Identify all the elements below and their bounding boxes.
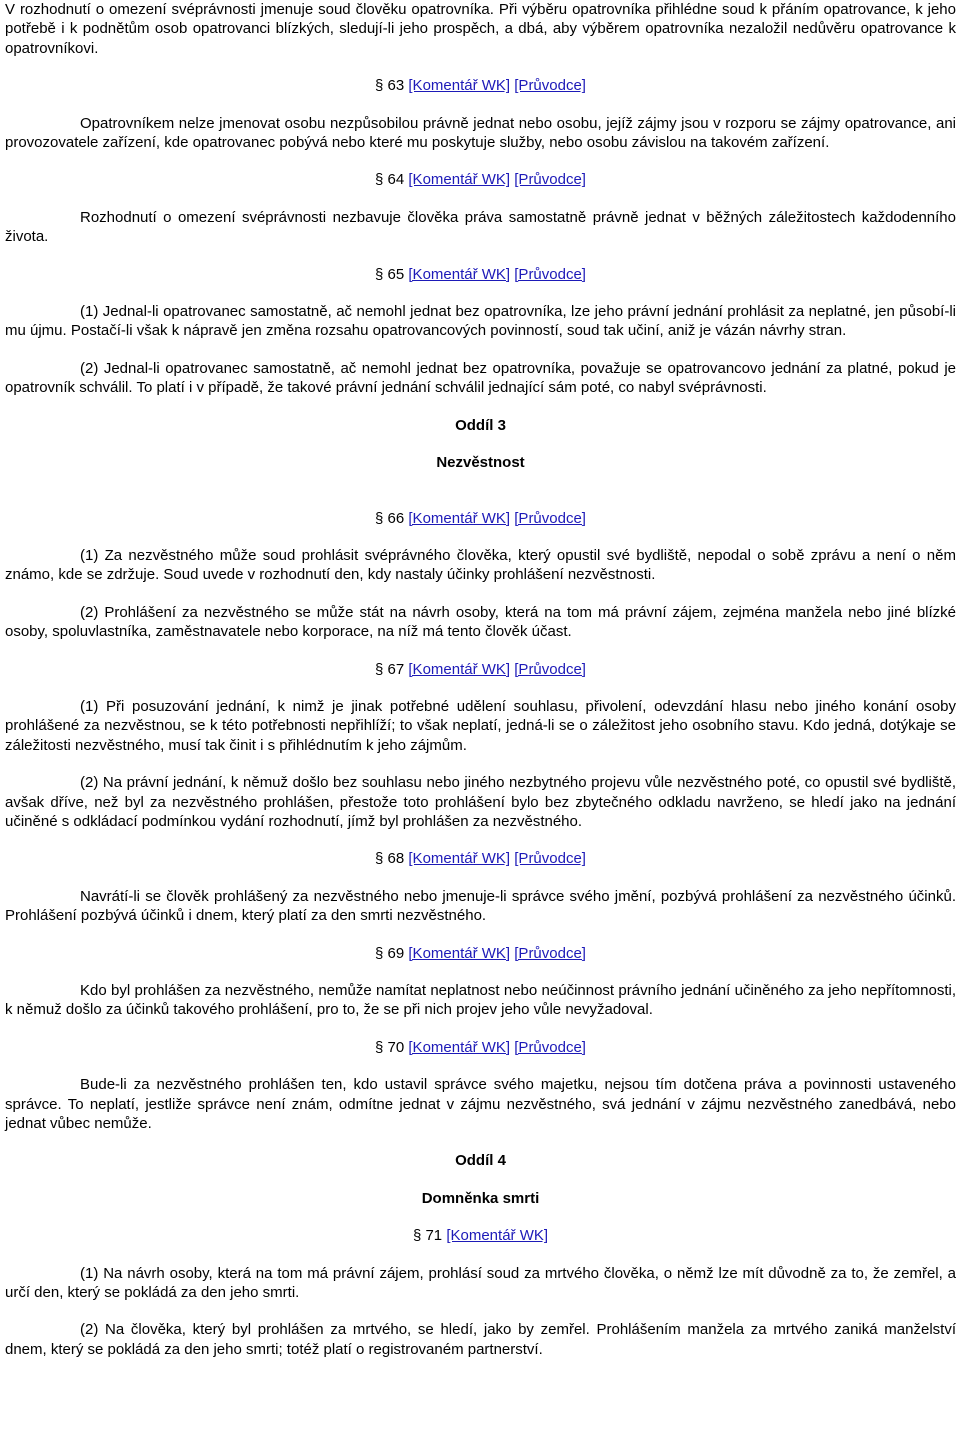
section-label: § 64 [375,171,405,189]
section-65-paragraph-1: (1) Jednal-li opatrovanec samostatně, ač nemohl jednat bez opatrovníka, lze jeho právní jednání prohlásit za neplatné, jen působí-li mu újmu. Postačí-li však k nápravě jen změna rozsahu opatrovancových povinností, soud tak učiní, aniž je vázán návrhy stran. [5,303,956,340]
section-64-heading [5,170,956,189]
section-71-paragraph-2: (2) Na člověka, který byl prohlášen za mrtvého, se hledí, jako by zemřel. Prohlášením manžela za mrtvého zaniká manželství dnem, který se pokládá za den jeho smrti; totéž platí o registrovaném partnerství. [5,1321,956,1358]
guide-link[interactable]: [Průvodce] [514,944,586,962]
division-3-title: Oddíl 3 [455,416,506,434]
section-label: § 69 [375,944,405,962]
guide-link[interactable]: [Průvodce] [514,850,586,868]
guide-link[interactable]: [Průvodce] [514,171,586,189]
section-69-paragraph: Kdo byl prohlášen za nezvěstného, nemůže namítat neplatnost nebo neúčinnost právního jednání učiněného za jeho nepřítomnosti, k němuž došlo za účinků takového prohlášení, pro to, že se při nich projev jeho vůle nevyžadoval. [5,982,956,1019]
comment-link[interactable]: [Komentář WK] [408,660,511,678]
section-70-paragraph: Bude-li za nezvěstného prohlášen ten, kdo ustavil správce svého majetku, nejsou tím dotčena práva a povinnosti ustaveného správce. To neplatí, jestliže správce není znám, odmítne jednat v zájmu nezvěstného, svá jednání v zájmu nezvěstného zanedbává, nebo jednat vůbec nemůže. [5,1076,956,1133]
comment-link[interactable]: [Komentář WK] [408,265,511,283]
division-4-title: Oddíl 4 [455,1152,506,1170]
division-4-subtitle: Domněnka smrti [421,1189,540,1207]
section-63-paragraph: Opatrovníkem nelze jmenovat osobu nezpůsobilou právně jednat nebo osobu, jejíž zájmy jsou v rozporu se zájmy opatrovance, ani provozovatele zařízení, kde opatrovanec pobývá nebo které mu poskytuje služby, nebo osobu závislou na takovém zařízení. [5,114,956,152]
section-67-paragraph-2: (2) Na právní jednání, k němuž došlo bez souhlasu nebo jiného nezbytného projevu vůle nezvěstného poté, co opustil své bydliště, avšak dříve, než byl za nezvěstného prohlášen, přestože toto prohlášení bylo bez zbytečného odkladu navrženo, se hledí jako na jednání učiněné s odkládací podmínkou vydání rozhodnutí, jímž byl prohlášen za nezvěstného. [5,774,956,830]
intro-paragraph: V rozhodnutí o omezení svéprávnosti jmenuje soud člověku opatrovníka. Při výběru opatrovníka přihlédne soud k přáním opatrovance, k jeho potřebě i k podnětům osob opatrovanci blízkých, sledují-li jeho prospěch, a dbá, aby výběrem opatrovníka nezaložil nedůvěru opatrovance k opatrovníkovi. [5,1,956,57]
comment-link[interactable]: [Komentář WK] [408,509,511,527]
guide-link[interactable]: [Průvodce] [514,660,586,678]
guide-link[interactable]: [Průvodce] [514,509,586,527]
comment-link[interactable]: [Komentář WK] [408,171,511,189]
division-3-subtitle: Nezvěstnost [436,454,525,472]
section-label: § 71 [412,1227,443,1245]
section-66-paragraph-2: (2) Prohlášení za nezvěstného se může stát na návrh osoby, která na tom má právní zájem, zejména manžela nebo jiné blízké osoby, spoluvlastníka, zaměstnavatele nebo korporace, na níž má tento člověk účast. [5,603,956,641]
comment-link[interactable]: [Komentář WK] [446,1227,549,1245]
section-65-heading [5,265,956,284]
section-68-paragraph: Navrátí-li se člověk prohlášený za nezvěstného nebo jmenuje-li správce svého jmění, pozbývá prohlášení za nezvěstného účinků. Prohlášení pozbývá účinků i dnem, který platí za den smrti nezvěstného. [5,887,956,925]
section-label: § 68 [375,850,405,868]
comment-link[interactable]: [Komentář WK] [408,850,511,868]
section-label: § 67 [375,660,405,678]
section-label: § 66 [375,509,405,527]
section-label: § 65 [375,265,405,283]
section-64-paragraph: Rozhodnutí o omezení svéprávnosti nezbavuje člověka práva samostatně právně jednat v běžných záležitostech každodenního života. [5,208,956,246]
section-69-heading [5,944,956,963]
section-68-heading [5,849,956,868]
comment-link[interactable]: [Komentář WK] [408,77,511,95]
section-65-paragraph-2: (2) Jednal-li opatrovanec samostatně, ač nemohl jednat bez opatrovníka, považuje se opatrovancovo jednání za platné, pokud je opatrovník schválil. To platí i v případě, že takové právní jednání schválil jednající sám poté, co nabyl svéprávnosti. [5,359,956,397]
section-70-heading [5,1038,956,1057]
guide-link[interactable]: [Průvodce] [514,265,586,283]
comment-link[interactable]: [Komentář WK] [408,1038,511,1056]
section-label: § 63 [375,77,405,95]
comment-link[interactable]: [Komentář WK] [408,944,511,962]
guide-link[interactable]: [Průvodce] [514,77,586,95]
section-67-paragraph-1: (1) Při posuzování jednání, k nimž je jinak potřebné udělení souhlasu, přivolení, odevzdání hlasu nebo jiného konání osoby prohlášené za nezvěstnou, se k této potřebnosti nepřihlíží; to však neplatí, jedná-li se o záležitost jeho osobního stavu. Kdo jedná, dotýkaje se záležitosti nezvěstného, musí tak činit i s přihlédnutím k jeho zájmům. [5,697,956,754]
section-63-heading [5,76,956,95]
section-71-paragraph-1: (1) Na návrh osoby, která na tom má právní zájem, prohlásí soud za mrtvého člověka, o němž lze mít důvodně za to, že zemřel, a určí den, který se pokládá za den jeho smrti. [5,1264,956,1302]
section-66-paragraph-1: (1) Za nezvěstného může soud prohlásit svéprávného člověka, který opustil své bydliště, nepodal o sobě zprávu a není o něm známo, kde se zdržuje. Soud uvede v rozhodnutí den, kdy nastaly účinky prohlášení nezvěstnosti. [5,546,956,584]
section-71-heading [5,1226,956,1245]
section-label: § 70 [375,1038,405,1056]
section-66-heading [5,509,956,528]
guide-link[interactable]: [Průvodce] [514,1038,586,1056]
section-67-heading [5,660,956,679]
